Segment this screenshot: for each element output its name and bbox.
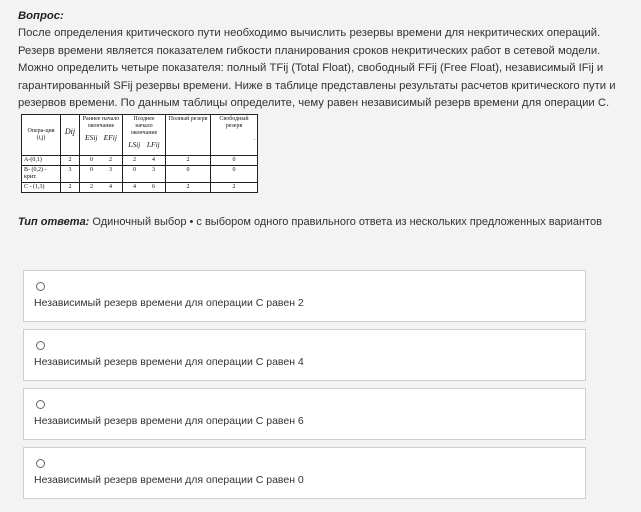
results-table <box>21 114 258 193</box>
answer-type-label: Тип ответа: <box>18 216 90 228</box>
answer-option-3[interactable] <box>23 388 586 440</box>
radio-button[interactable] <box>36 341 45 350</box>
header-total-float: Полный резерв <box>166 115 211 156</box>
answer-option-4[interactable] <box>23 447 586 499</box>
table-row: C - (1,3) 2 2 4 4 6 2 2 <box>22 183 258 193</box>
answer-type <box>18 216 602 228</box>
header-early: Раннее начало окончание ESij EFij <box>80 115 123 156</box>
question-block <box>18 8 623 112</box>
option-label: Независимый резерв времени для операции С равен 0 <box>34 474 304 486</box>
table-row: A-(0,1) 2 0 2 2 4 2 0 <box>22 156 258 166</box>
header-operation: Опера-ция (i,j) <box>22 115 61 156</box>
radio-button[interactable] <box>36 400 45 409</box>
header-duration: Dij <box>61 115 80 156</box>
table-row: B- (0,2) - крит. 3 0 3 0 3 0 0 <box>22 166 258 183</box>
answer-option-2[interactable] <box>23 329 586 381</box>
option-label: Независимый резерв времени для операции С равен 4 <box>34 356 304 368</box>
header-late: Позднее начало окончание LSij LFij <box>123 115 166 156</box>
table-header-row <box>22 115 258 156</box>
radio-button[interactable] <box>36 459 45 468</box>
question-label: Вопрос: <box>18 10 64 22</box>
answer-option-1[interactable] <box>23 270 586 322</box>
question-text: После определения критического пути необходимо вычислить резервы времени для некритических операций. Резерв времени является показателем гибкости планирования сроков некритических работ в сетевой модели. Можно определить четыре показателя: полный TFij (Total Float), свободный FFij (Free Float), независимый IFij и гарантированный SFij резервы времени. Ниже в таблице представлены результаты расчетов критического пути и резервов времени. По данным таблицы определите, чему равен независимый резерв времени для операции С. <box>18 27 616 110</box>
radio-button[interactable] <box>36 282 45 291</box>
answer-options <box>23 270 586 506</box>
option-label: Независимый резерв времени для операции С равен 6 <box>34 415 304 427</box>
answer-type-text: Одиночный выбор • с выбором одного правильного ответа из нескольких предложенных вариантов <box>92 216 602 228</box>
option-label: Независимый резерв времени для операции С равен 2 <box>34 297 304 309</box>
header-free-float: Свободный резерв . <box>211 115 258 156</box>
